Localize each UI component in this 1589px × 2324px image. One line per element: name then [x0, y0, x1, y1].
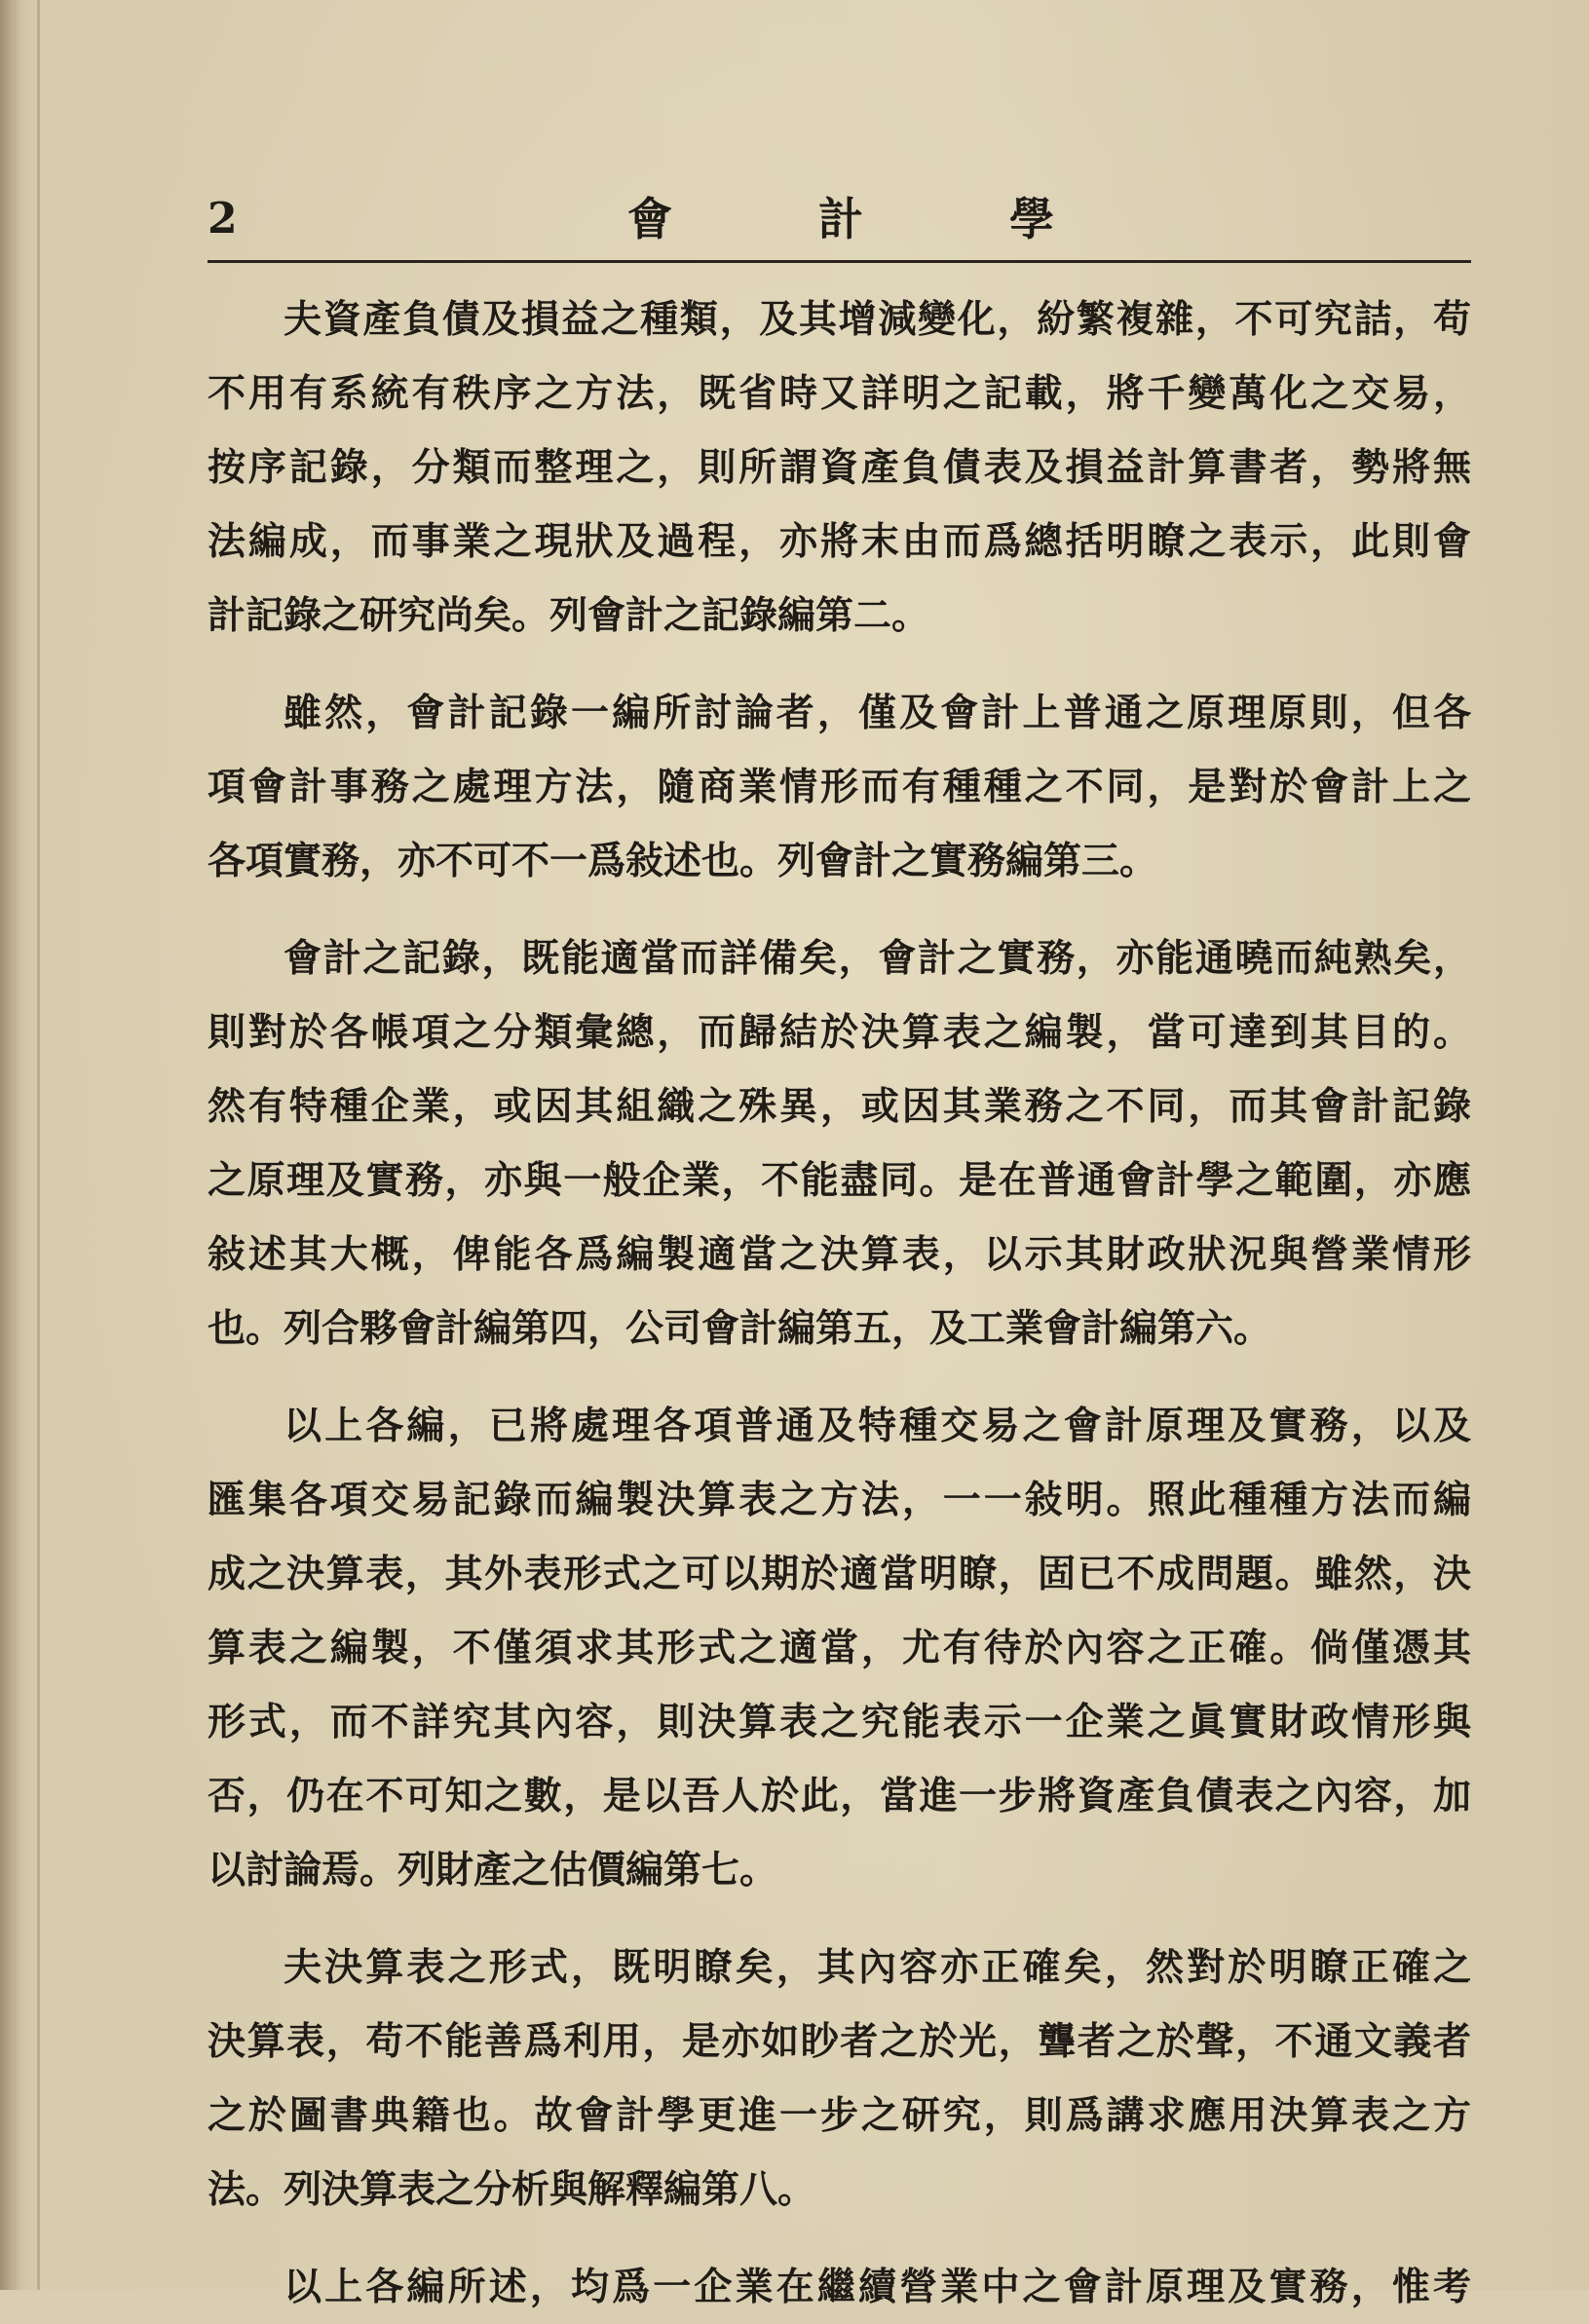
paragraph: [208, 1389, 1471, 1907]
text-line: 形式，而不詳究其內容，則決算表之究能表示一企業之眞實財政情形與: [208, 1700, 1471, 1744]
text-line: 也。列合夥會計編第四，公司會計編第五，及工業會計編第六。: [208, 1306, 1272, 1351]
text-line: 計記錄之研究尚矣。列會計之記錄編第二。: [208, 593, 930, 638]
running-title-char: 會: [627, 193, 672, 245]
running-title-char: 學: [1009, 193, 1054, 245]
page-number: 2: [208, 194, 238, 244]
paragraph-gap: [208, 653, 1471, 676]
text-line: 以上各編所述，均爲一企業在繼續營業中之會計原理及實務，惟考: [284, 2265, 1471, 2309]
text-line: 雖然，會計記錄一編所討論者，僅及會計上普通之原理原則，但各: [284, 691, 1471, 735]
text-line: 會計之記錄，既能適當而詳備矣，會計之實務，亦能通曉而純熟矣，: [284, 936, 1471, 981]
text-line: 以討論焉。列財產之估價編第七。: [208, 1848, 778, 1893]
text-line: 算表之編製，不僅須求其形式之適當，尤有待於內容之正確。倘僅憑其: [208, 1626, 1471, 1670]
text-line: 法。列決算表之分析與解釋編第八。: [208, 2167, 816, 2212]
text-line: 各項實務，亦不可不一爲敍述也。列會計之實務編第三。: [208, 839, 1158, 883]
paragraph: [208, 676, 1471, 898]
text-line: 夫決算表之形式，既明瞭矣，其內容亦正確矣，然對於明瞭正確之: [284, 1945, 1471, 1990]
paragraph-gap: [208, 2227, 1471, 2250]
running-title-char: 計: [818, 193, 863, 245]
paragraph: [208, 921, 1471, 1366]
header-rule: [208, 260, 1471, 263]
paragraph-gap: [208, 1907, 1471, 1930]
text-line: 夫資產負債及損益之種類，及其增減變化，紛繁複雜，不可究詰，苟: [284, 297, 1471, 342]
paragraph-gap: [208, 898, 1471, 921]
page-binding-shadow: [0, 0, 21, 2290]
text-line: 匯集各項交易記錄而編製決算表之方法，一一敍明。照此種種方法而編: [208, 1478, 1471, 1522]
paragraph-gap: [208, 1366, 1471, 1389]
page-header: [208, 190, 1474, 258]
text-line: 成之決算表，其外表形式之可以期於適當明瞭，固已不成問題。雖然，決: [208, 1552, 1471, 1596]
text-line: 決算表，苟不能善爲利用，是亦如眇者之於光，聾者之於聲，不通文義者: [208, 2019, 1471, 2064]
page-edge-line: [37, 0, 40, 2290]
text-line: 敍述其大概，俾能各爲編製適當之決算表，以示其財政狀況與營業情形: [208, 1232, 1471, 1277]
text-line: 則對於各帳項之分類彙總，而歸結於決算表之編製，當可達到其目的。: [208, 1010, 1471, 1055]
text-line: 不用有系統有秩序之方法，既省時又詳明之記載，將千變萬化之交易，: [208, 371, 1471, 416]
paragraph: [208, 2250, 1471, 2324]
text-line: 按序記錄，分類而整理之，則所謂資產負債表及損益計算書者，勢將無: [208, 445, 1471, 490]
text-line: 之於圖書典籍也。故會計學更進一步之研究，則爲講求應用決算表之方: [208, 2093, 1471, 2138]
text-line: 以上各編，已將處理各項普通及特種交易之會計原理及實務，以及: [284, 1404, 1471, 1448]
text-line: 項會計事務之處理方法，隨商業情形而有種種之不同，是對於會計上之: [208, 765, 1471, 809]
paragraph: [208, 1930, 1471, 2227]
text-line: 法編成，而事業之現狀及過程，亦將末由而爲總括明瞭之表示，此則會: [208, 519, 1471, 564]
paragraph: [208, 282, 1471, 653]
text-line: 之原理及實務，亦與一般企業，不能盡同。是在普通會計學之範圍，亦應: [208, 1158, 1471, 1203]
running-title: [208, 190, 1474, 248]
text-line: 然有特種企業，或因其組織之殊異，或因其業務之不同，而其會計記錄: [208, 1084, 1471, 1129]
body-text: [208, 282, 1471, 2324]
text-line: 否，仍在不可知之數，是以吾人於此，當進一步將資產負債表之內容，加: [208, 1774, 1471, 1818]
